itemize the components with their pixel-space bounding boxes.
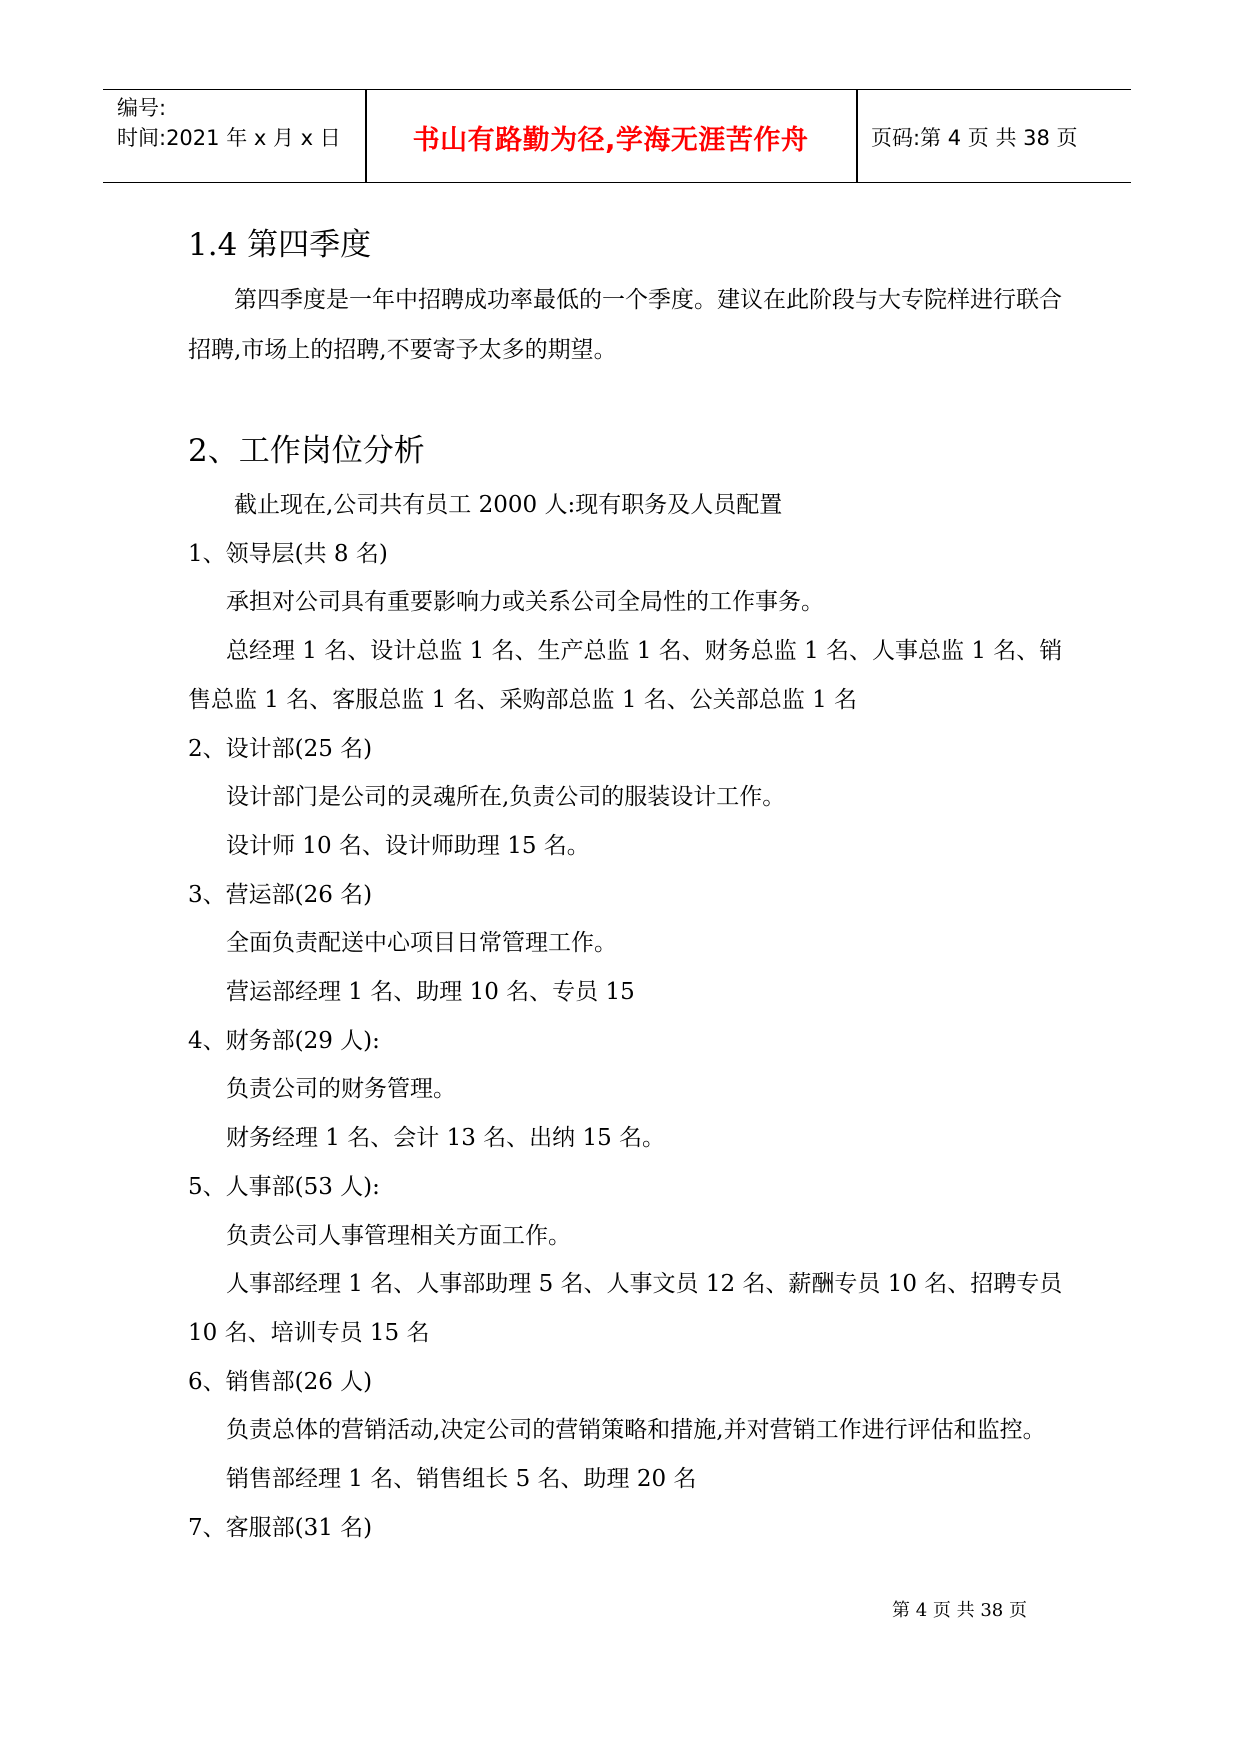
header-page-label: 页码:第 4 页 共 38 页 — [871, 126, 1078, 150]
department-line: 总经理 1 名、设计总监 1 名、生产总监 1 名、财务总监 1 名、人事总监 1 名、销售总监 1 名、客服总监 1 名、采购部总监 1 名、公关部总监 1 名 — [188, 638, 1063, 713]
department-line: 设计部门是公司的灵魂所在,负责公司的服装设计工作。 — [226, 784, 786, 811]
department-line: 承担对公司具有重要影响力或关系公司全局性的工作事务。 — [226, 589, 824, 616]
department-line: 负责总体的营销活动,决定公司的营销策略和措施,并对营销工作进行评估和监控。 — [226, 1417, 1046, 1444]
department-title: 5、人事部(53 人): — [188, 1173, 380, 1200]
paragraph: 第四季度是一年中招聘成功率最低的一个季度。建议在此阶段与大专院样进行联合招聘,市场上的招聘,不要寄予太多的期望。 — [188, 287, 1062, 363]
department-line: 负责公司的财务管理。 — [226, 1076, 456, 1103]
department-title: 3、营运部(26 名) — [188, 881, 373, 908]
header-motto: 书山有路勤为径,学海无涯苦作舟 — [412, 125, 809, 156]
department-line: 人事部经理 1 名、人事部助理 5 名、人事文员 12 名、薪酬专员 10 名、招聘专员 10 名、培训专员 15 名 — [188, 1271, 1063, 1346]
department-line: 全面负责配送中心项目日常管理工作。 — [226, 930, 617, 957]
paragraph: 截止现在,公司共有员工 2000 人:现有职务及人员配置 — [234, 492, 783, 518]
page-header — [103, 89, 1131, 183]
department-title: 7、客服部(31 名) — [188, 1514, 373, 1541]
department-line: 销售部经理 1 名、销售组长 5 名、助理 20 名 — [226, 1466, 697, 1493]
department-line: 负责公司人事管理相关方面工作。 — [226, 1222, 571, 1249]
header-divider — [856, 90, 858, 182]
time-label: 时间:2021 年 x 月 x 日 — [117, 126, 341, 150]
header-meta — [117, 93, 341, 153]
department-title: 2、设计部(25 名) — [188, 735, 373, 762]
department-title: 4、财务部(29 人): — [188, 1027, 380, 1054]
department-title: 6、销售部(26 人) — [188, 1368, 373, 1395]
department-line: 财务经理 1 名、会计 13 名、出纳 15 名。 — [226, 1125, 666, 1152]
department-title: 1、领导层(共 8 名) — [188, 540, 388, 567]
spacer — [188, 375, 1068, 421]
serial-label: 编号: — [117, 96, 167, 120]
section-heading: 1.4 第四季度 — [188, 227, 372, 263]
page-footer: 第 4 页 共 38 页 — [892, 1600, 1027, 1621]
section-heading: 2、工作岗位分析 — [188, 433, 425, 469]
department-line: 设计师 10 名、设计师助理 15 名。 — [226, 832, 590, 859]
department-line: 营运部经理 1 名、助理 10 名、专员 15 — [226, 979, 635, 1006]
document-body — [188, 215, 1068, 1552]
